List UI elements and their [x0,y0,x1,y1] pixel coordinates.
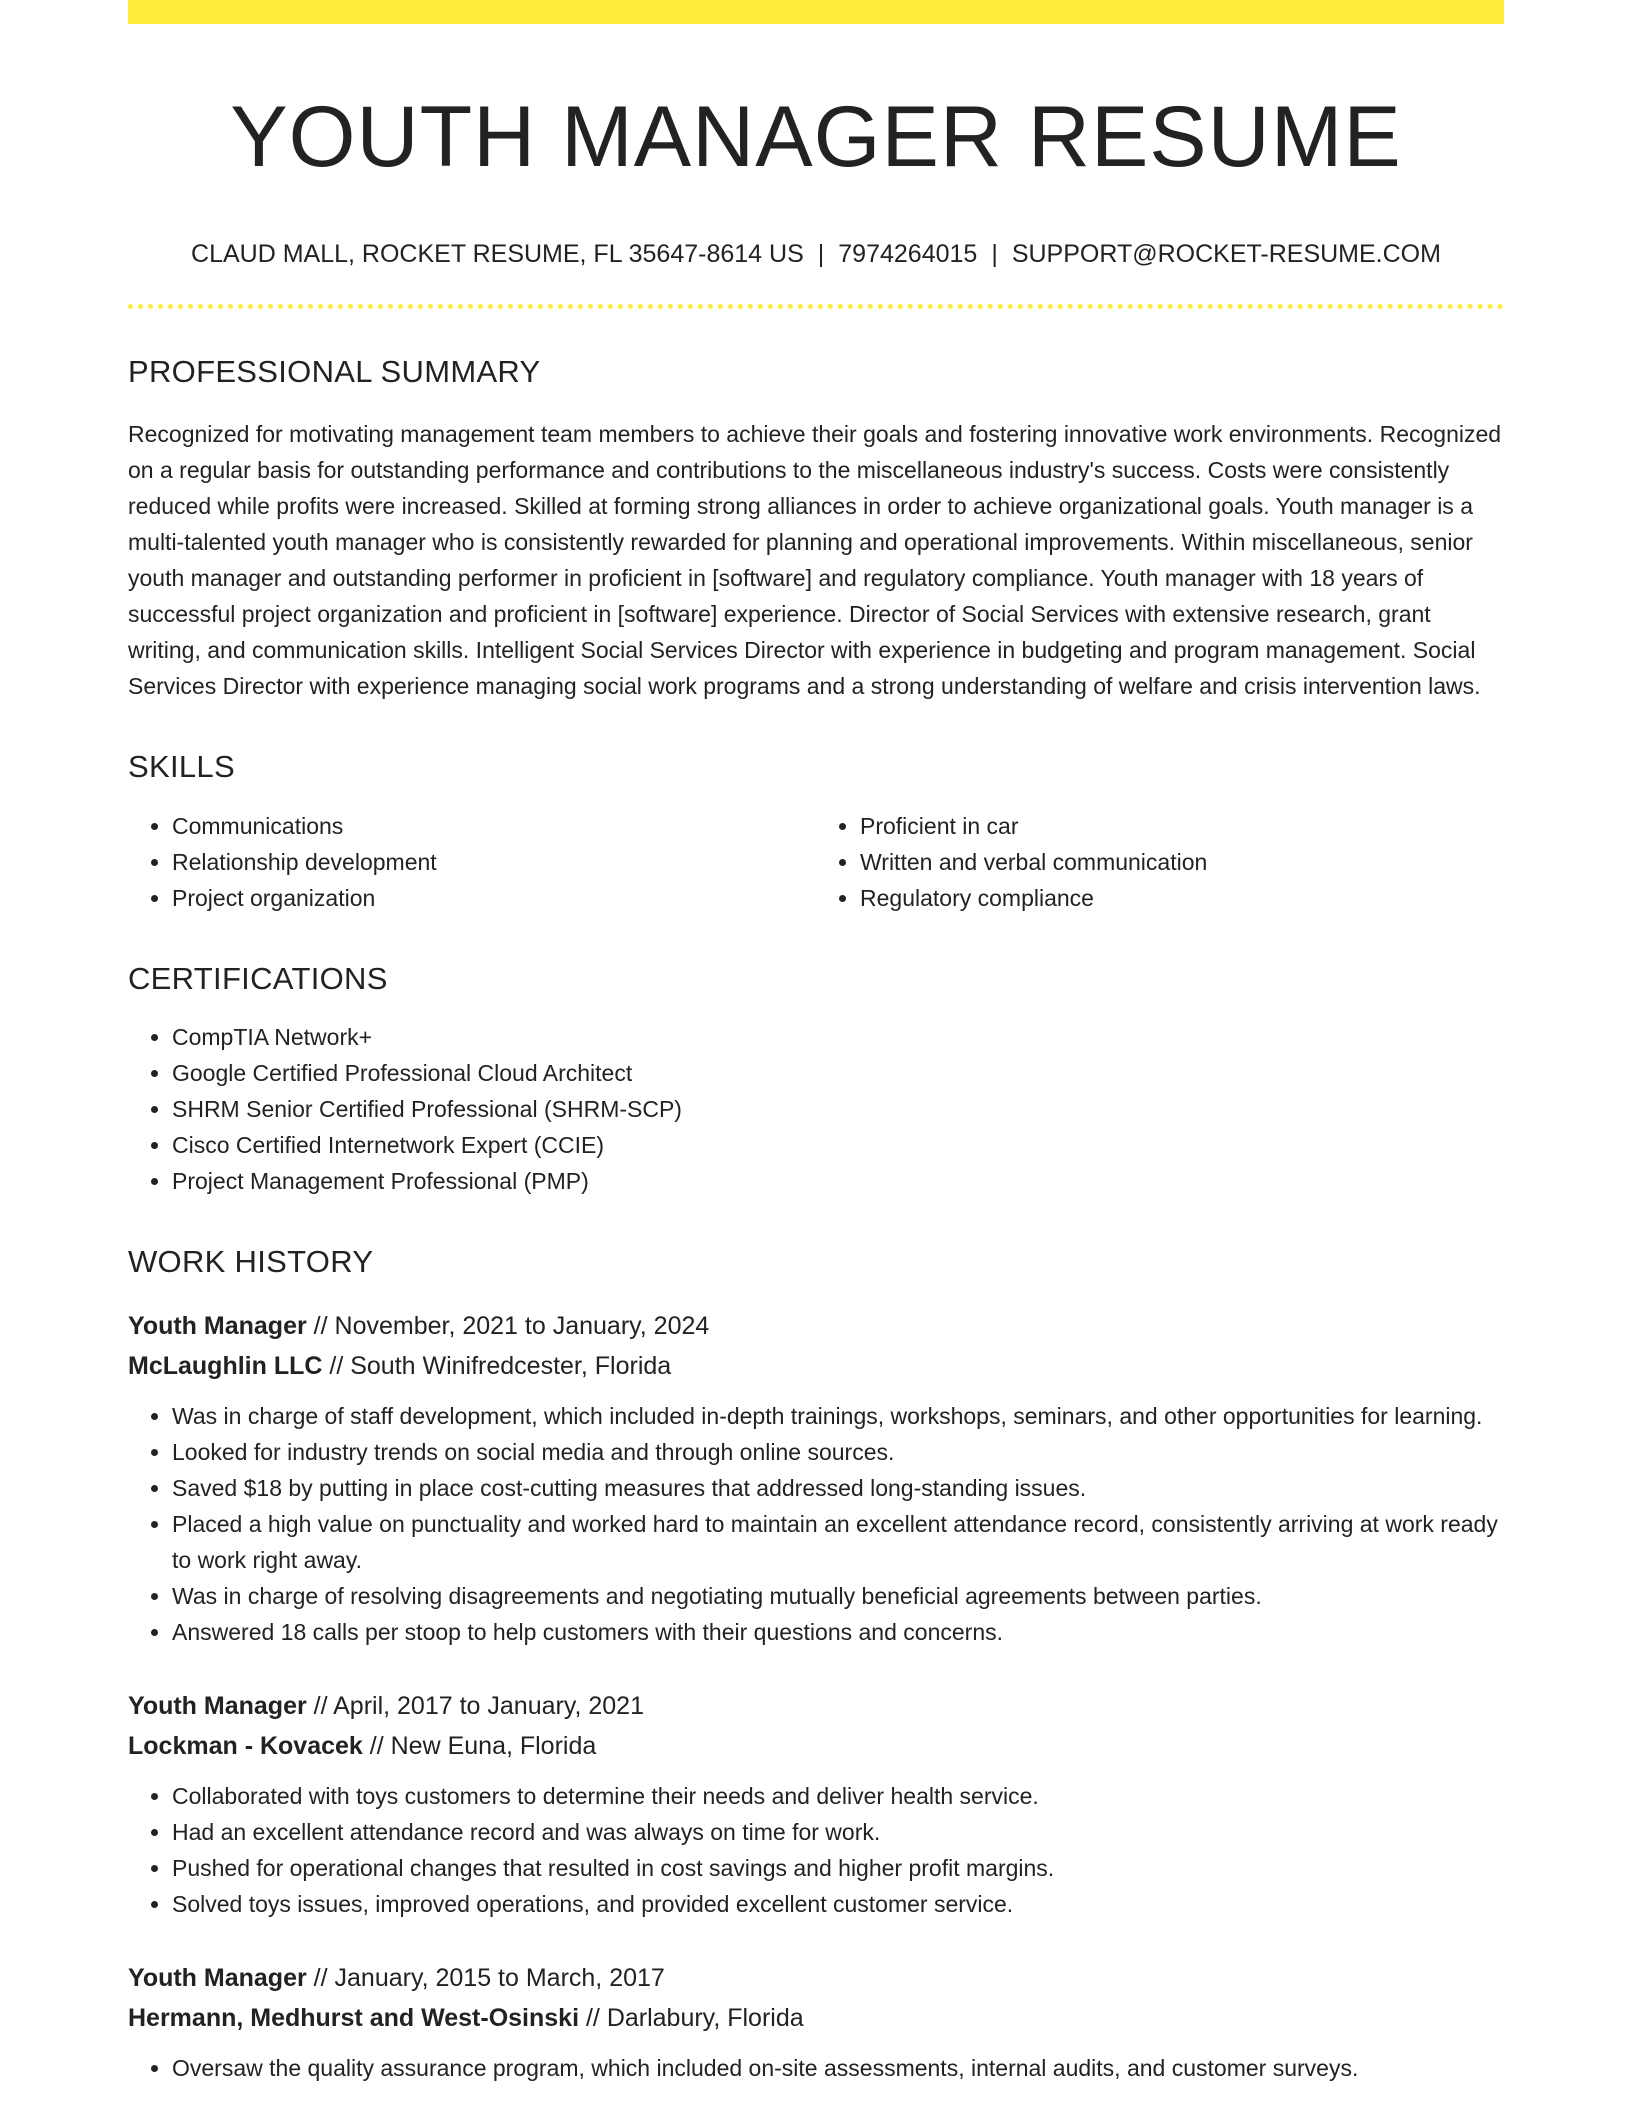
job-location: South Winifredcester, Florida [350,1351,672,1380]
job-divider: // [306,1691,334,1720]
certifications-list [128,1019,1504,1199]
section-heading-work-history: WORK HISTORY [128,1243,374,1279]
job-title-line [128,1686,1504,1726]
job-divider: // [322,1351,351,1380]
certification-item: • Cisco Certified Internetwork Expert (CCIE) [172,1127,1504,1163]
job-bullet: • Had an excellent attendance record and was always on time for work. [172,1814,1504,1850]
skill-item: • Proficient in car [860,808,1504,844]
certification-item: • CompTIA Network+ [172,1019,1504,1055]
job-bullets [128,2050,1504,2086]
job-entry [128,1686,1504,1922]
certification-item: • Google Certified Professional Cloud Architect [172,1055,1504,1091]
skill-item: • Written and verbal communication [860,844,1504,880]
professional-summary-section [128,353,1504,704]
job-location: Darlabury, Florida [606,2003,804,2032]
section-heading-skills: SKILLS [128,749,235,785]
job-bullet: • Saved $18 by putting in place cost-cutting measures that addressed long-standing issues. [172,1470,1504,1506]
section-heading-summary: PROFESSIONAL SUMMARY [128,354,541,390]
job-company-line [128,1998,1504,2038]
job-divider: // [362,1731,391,1760]
job-bullet: • Was in charge of resolving disagreements and negotiating mutually beneficial agreements between parties. [172,1578,1504,1614]
job-bullets [128,1778,1504,1922]
certifications-section [128,960,1504,1199]
summary-text: Recognized for motivating management team members to achieve their goals and fostering innovative work environments. Recognized on a regular basis for outstanding performance and contributions to the miscellaneous industry's success. Costs were consistently reduced while profits were increased. Skilled at forming strong alliances in order to achieve organizational goals. Youth manager is a multi-talented youth manager who is consistently rewarded for planning and operational improvements. Within miscellaneous, senior youth manager and outstanding performer in proficient in [software] and regulatory compliance. Youth manager with 18 years of successful project organization and proficient in [software] experience. Director of Social Services with extensive research, grant writing, and communication skills. Intelligent Social Services Director with experience in budgeting and program management. Social Services Director with experience managing social work programs and a strong understanding of welfare and crisis intervention laws. [128,421,1502,700]
contact-line [128,239,1504,269]
job-location: New Euna, Florida [390,1731,597,1760]
job-dates: January, 2015 to March, 2017 [334,1963,665,1992]
job-dates: November, 2021 to January, 2024 [334,1311,710,1340]
contact-phone: 7974264015 [838,240,978,269]
job-company-line [128,1726,1504,1766]
job-bullet: • Pushed for operational changes that resulted in cost savings and higher profit margins. [172,1850,1504,1886]
job-divider: // [306,1311,335,1340]
job-bullet: • Oversaw the quality assurance program, which included on-site assessments, internal audits, and customer surveys. [172,2050,1504,2086]
dotted-divider [128,304,1504,309]
job-divider: // [306,1963,335,1992]
certification-item: • Project Management Professional (PMP) [172,1163,1504,1199]
job-title: Youth Manager [128,1311,307,1340]
job-title-line [128,1958,1504,1998]
job-title-line [128,1306,1504,1346]
skill-item: • Regulatory compliance [860,880,1504,916]
skills-grid [128,808,1504,916]
job-title: Youth Manager [128,1691,307,1720]
resume-title: YOUTH MANAGER RESUME [230,89,1402,185]
job-bullet: • Looked for industry trends on social media and through online sources. [172,1434,1504,1470]
work-history-section [128,1243,1504,2086]
job-company: Hermann, Medhurst and West-Osinski [128,2003,580,2032]
job-bullet: • Collaborated with toys customers to determine their needs and deliver health service. [172,1778,1504,1814]
job-bullet: • Solved toys issues, improved operations, and provided excellent customer service. [172,1886,1504,1922]
certification-item: • SHRM Senior Certified Professional (SHRM-SCP) [172,1091,1504,1127]
job-title: Youth Manager [128,1963,307,1992]
contact-email: SUPPORT@ROCKET-RESUME.COM [1011,240,1441,269]
contact-address: CLAUD MALL, ROCKET RESUME, FL 35647-8614 US [191,240,804,269]
job-bullets [128,1398,1504,1650]
skill-item: • Relationship development [172,844,816,880]
skills-list-left [128,808,816,916]
job-company: Lockman - Kovacek [128,1731,363,1760]
skills-list-right [816,808,1504,916]
skills-section [128,748,1504,915]
job-entry [128,1958,1504,2086]
job-bullet: • Placed a high value on punctuality and worked hard to maintain an excellent attendance record, consistently arriving at work ready to work right away. [172,1506,1504,1578]
resume-page [128,0,1504,2086]
job-bullet: • Answered 18 calls per stoop to help customers with their questions and concerns. [172,1614,1504,1650]
contact-separator: | [817,240,825,269]
job-divider: // [579,2003,607,2032]
job-bullet: • Was in charge of staff development, which included in-depth trainings, workshops, seminars, and other opportunities for learning. [172,1398,1504,1434]
contact-separator: | [991,240,998,269]
job-company-line [128,1346,1504,1386]
job-entry [128,1306,1504,1650]
job-company: McLaughlin LLC [128,1351,323,1380]
top-accent-bar [128,0,1504,24]
section-heading-certifications: CERTIFICATIONS [128,960,388,996]
skill-item: • Project organization [172,880,816,916]
skill-item: • Communications [172,808,816,844]
job-dates: April, 2017 to January, 2021 [333,1691,644,1720]
